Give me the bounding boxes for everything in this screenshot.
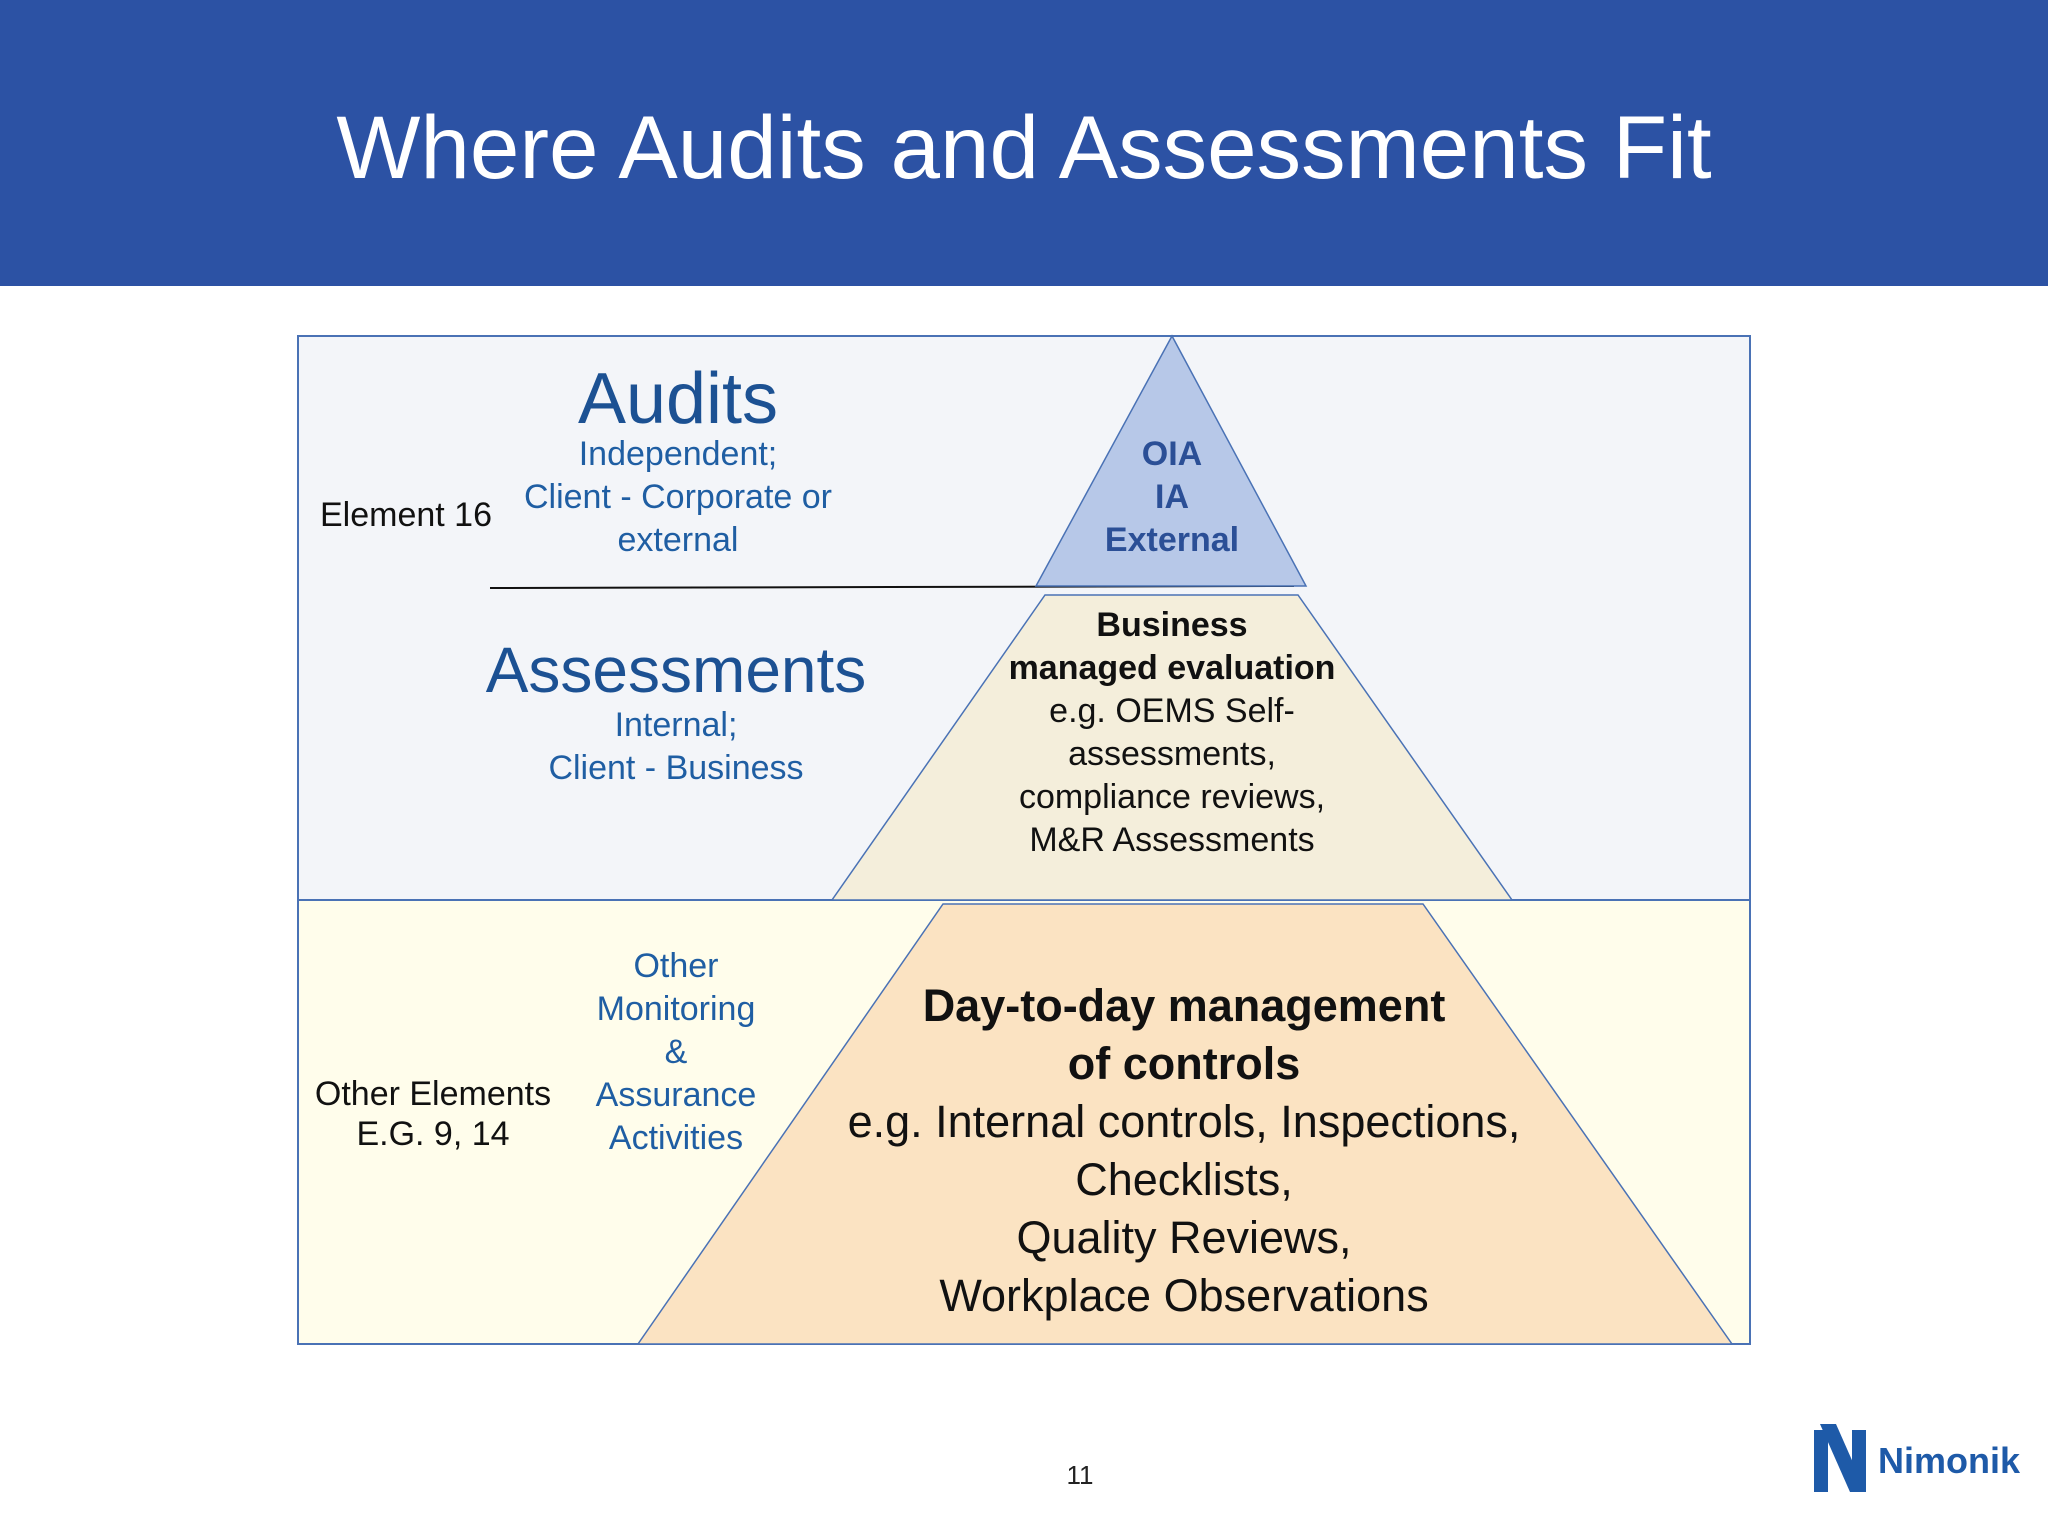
audits-heading: Audits [577, 359, 779, 439]
other-monitoring-line-4: Assurance [595, 1076, 757, 1114]
base-line-4: Workplace Observations [939, 1270, 1429, 1321]
nimonik-logo [1814, 1424, 2048, 1492]
logo-text: Nimonik [1878, 1440, 2021, 1481]
other-monitoring-line-5: Activities [608, 1119, 744, 1157]
base-line-3: Quality Reviews, [1016, 1212, 1352, 1263]
middle-line-2: assessments, [1068, 735, 1276, 773]
other-monitoring-line-1: Other [633, 947, 719, 985]
apex-line-1: OIA [1141, 435, 1203, 473]
base-line-2: Checklists, [1075, 1154, 1293, 1205]
other-monitoring-line-2: Monitoring [596, 990, 756, 1028]
other-elements-line-1: Other Elements [314, 1075, 552, 1113]
apex-line-3: External [1104, 521, 1240, 559]
middle-bold-1: Business [1096, 606, 1248, 644]
audits-line-3: external [617, 521, 739, 559]
other-elements-line-2: E.G. 9, 14 [356, 1115, 510, 1153]
other-monitoring-line-3: & [664, 1033, 688, 1071]
base-bold-2: of controls [1067, 1038, 1301, 1089]
middle-line-3: compliance reviews, [1018, 778, 1326, 816]
assessments-heading: Assessments [485, 634, 867, 706]
base-bold-1: Day-to-day management [922, 980, 1446, 1031]
element-16-label: Element 16 [320, 496, 492, 534]
page-number: 11 [1066, 1460, 1094, 1490]
nimonik-logo-icon [1814, 1424, 1866, 1492]
assessments-line-1: Internal; [614, 706, 738, 744]
assessments-line-2: Client - Business [548, 749, 804, 787]
middle-bold-2: managed evaluation [1008, 649, 1336, 687]
base-line-1: e.g. Internal controls, Inspections, [847, 1096, 1521, 1147]
slide-title: Where Audits and Assessments Fit [336, 97, 1712, 197]
audits-line-1: Independent; [578, 435, 778, 473]
middle-line-1: e.g. OEMS Self- [1049, 692, 1295, 730]
audits-line-2: Client - Corporate or [523, 478, 832, 516]
apex-line-2: IA [1155, 478, 1189, 516]
middle-line-4: M&R Assessments [1029, 821, 1315, 859]
